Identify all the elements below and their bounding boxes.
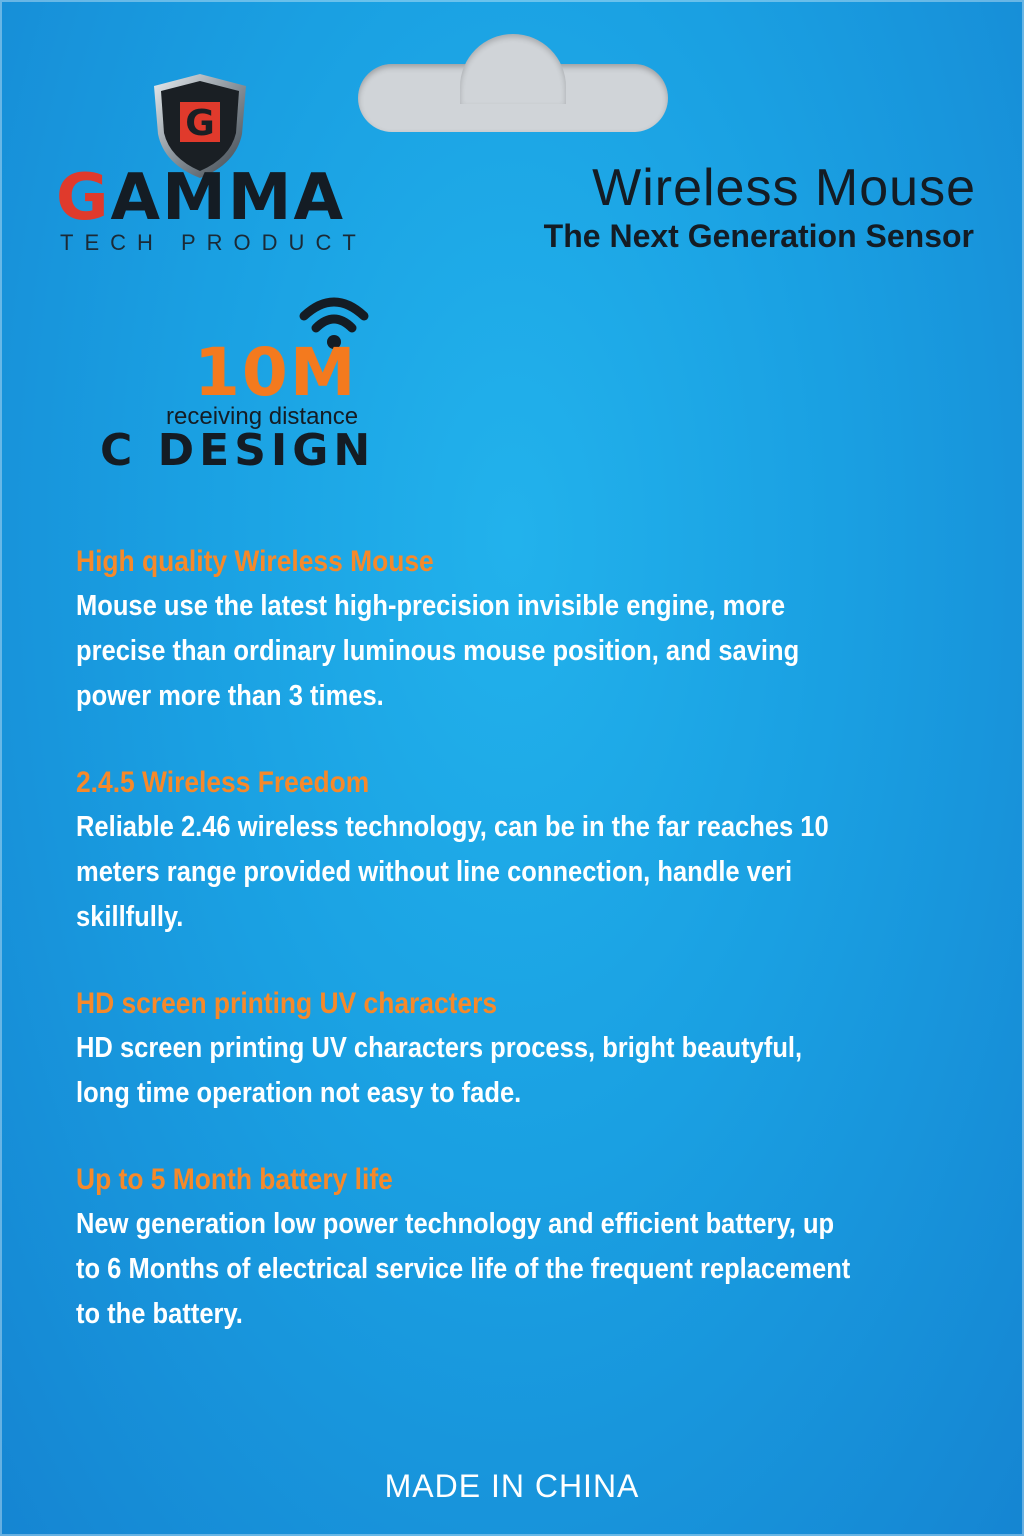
feature-body: HD screen printing UV characters process, bright beautyful, long time operation not easy to fade. [76,1032,803,1109]
feature-title: 2.4.5 Wireless Freedom [76,766,370,799]
made-in-label: MADE IN CHINA [384,1468,640,1504]
brand-name-rest: AMMA [110,161,345,235]
brand-name-first-letter: G [56,161,111,235]
feature-item [76,982,876,1116]
feature-title: HD screen printing UV characters [76,987,498,1020]
feature-title: Up to 5 Month battery life [76,1163,393,1196]
brand-subtitle: TECH PRODUCT [60,230,367,255]
design-label: C DESIGN [100,425,376,476]
range-caption: receiving distance [166,403,359,430]
feature-item [76,761,876,940]
feature-body: Mouse use the latest high-precision invisible engine, more precise than ordinary luminous mouse position, and saving power more than 3 times. [76,590,800,712]
shield-letter: G [185,103,215,144]
hang-hole [358,64,668,132]
range-value: 10M [194,334,358,411]
feature-item [76,1158,876,1337]
feature-item [76,540,876,719]
feature-body: Reliable 2.46 wireless technology, can be in the far reaches 10 meters range provided without line connection, handle veri skillfully. [76,811,829,933]
feature-title: High quality Wireless Mouse [76,545,434,578]
product-tagline: The Next Generation Sensor [543,218,974,254]
brand-name [56,160,366,236]
feature-body: New generation low power technology and efficient battery, up to 6 Months of electrical service life of the frequent replacement to the battery. [76,1208,851,1330]
feature-list [76,540,876,1379]
product-title: Wireless Mouse [592,159,976,217]
